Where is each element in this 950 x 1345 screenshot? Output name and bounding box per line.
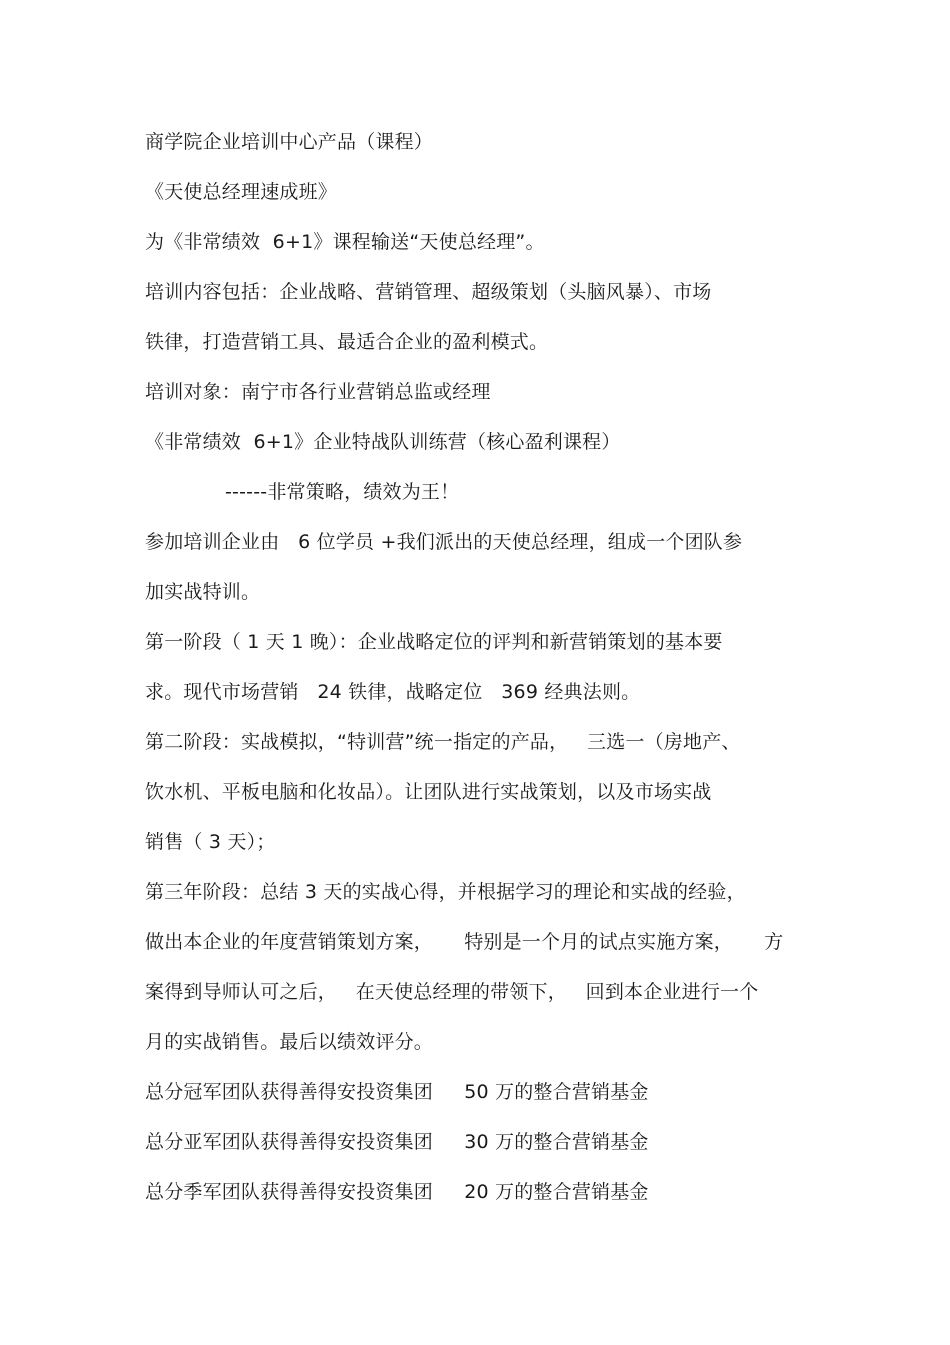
- text-line: 做出本企业的年度营销策划方案， 特别是一个月的试点实施方案， 方: [145, 931, 784, 953]
- text-line: 饮水机、平板电脑和化妆品）。让团队进行实战策划，以及市场实战: [145, 781, 712, 803]
- text-line: 第二阶段：实战模拟，“特训营”统一指定的产品， 三选一（房地产、: [145, 731, 741, 753]
- text-line: 培训对象：南宁市各行业营销总监或经理: [145, 381, 491, 403]
- award-line: 总分亚军团队获得善得安投资集团 30 万的整合营销基金: [145, 1131, 649, 1153]
- award-line: 总分冠军团队获得善得安投资集团 50 万的整合营销基金: [145, 1081, 649, 1103]
- course-name: 《天使总经理速成班》: [145, 181, 338, 203]
- text-line: 加实战特训。: [145, 581, 261, 603]
- text-line: 销售（ 3 天）；: [145, 831, 276, 853]
- award-line: 总分季军团队获得善得安投资集团 20 万的整合营销基金: [145, 1181, 649, 1203]
- text-line: 为《非常绩效 6+1》课程输送“天使总经理”。: [145, 231, 545, 253]
- slogan: ------非常策略，绩效为王！: [225, 481, 460, 503]
- text-line: 铁律，打造营销工具、最适合企业的盈利模式。: [145, 331, 549, 353]
- text-line: 月的实战销售。最后以绩效评分。: [145, 1031, 434, 1053]
- document-title: 商学院企业培训中心产品（课程）: [145, 131, 434, 153]
- course-name: 《非常绩效 6+1》企业特战队训练营（核心盈利课程）: [145, 431, 621, 453]
- text-line: 案得到导师认可之后， 在天使总经理的带领下， 回到本企业进行一个: [145, 981, 759, 1003]
- text-line: 求。现代市场营销 24 铁律，战略定位 369 经典法则。: [145, 681, 641, 703]
- text-line: 参加培训企业由 6 位学员 +我们派出的天使总经理，组成一个团队参: [145, 531, 743, 553]
- text-line: 第一阶段（ 1 天 1 晚）：企业战略定位的评判和新营销策划的基本要: [145, 631, 723, 653]
- text-line: 培训内容包括：企业战略、营销管理、超级策划（头脑风暴）、市场: [145, 281, 712, 303]
- text-line: 第三年阶段：总结 3 天的实战心得，并根据学习的理论和实战的经验，: [145, 881, 746, 903]
